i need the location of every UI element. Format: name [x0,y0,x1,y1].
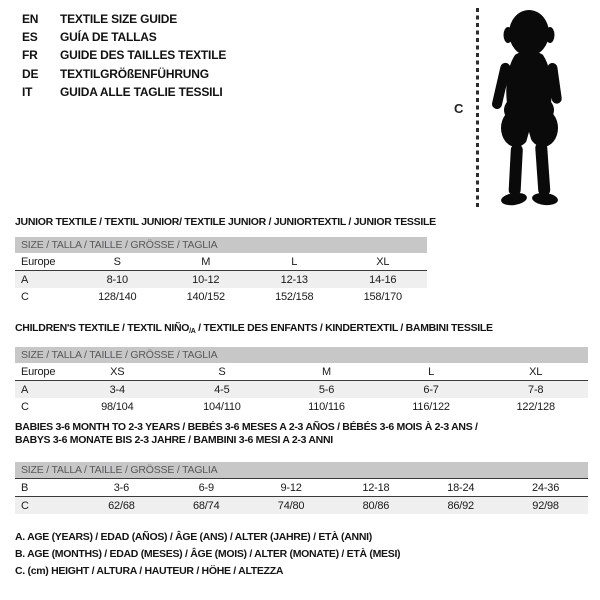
language-code: EN [22,12,39,26]
language-code: DE [22,66,39,81]
cell: 12-18 [333,479,418,497]
cell: 6-7 [379,381,484,399]
cell: 122/128 [516,400,555,413]
size-header-bar: SIZE / TALLA / TAILLE / GRÖSSE / TAGLIA [15,462,588,479]
size-column: S [170,363,275,381]
junior-table [15,253,427,305]
cell: 12-13 [250,271,339,289]
cell: 158/170 [363,290,402,303]
babies-size-table [15,462,588,514]
size-column: XL [339,253,428,271]
row-label: C [21,290,29,303]
cell: 10-12 [162,271,251,289]
table-row [15,288,427,305]
size-column: XL [483,363,588,381]
size-column: S [73,253,162,271]
table-row [15,398,588,415]
size-column: L [250,253,339,271]
babies-table [15,479,588,514]
cell: 9-12 [249,479,334,497]
cell: 18-24 [418,479,503,497]
measure-c-label: C [454,101,464,116]
size-column: M [274,363,379,381]
cell: 5-6 [274,381,379,399]
cell: 3-4 [65,381,170,399]
table-row [15,381,588,399]
language-label: TEXTILE SIZE GUIDE [60,12,178,26]
table-row [15,271,427,289]
legend-line-c: C. (cm) HEIGHT / ALTURA / HAUTEUR / HÖHE / ALTEZZA [15,565,284,577]
row-label: C [21,400,29,413]
cell: 152/158 [275,290,314,303]
cell: 62/68 [79,497,164,515]
cell: 24-36 [503,479,588,497]
row-label: C [15,497,79,515]
legend-line-b: B. AGE (MONTHS) / EDAD (MESES) / ÂGE (MOIS) / ALTER (MONATE) / ETÀ (MESI) [15,548,401,560]
table-row [15,479,588,497]
size-header-bar: SIZE / TALLA / TAILLE / GRÖSSE / TAGLIA [15,237,427,253]
table-row [15,497,588,515]
language-code: IT [22,84,33,99]
legend [15,529,400,580]
height-measure-figure [450,5,580,217]
cell: 86/92 [418,497,503,515]
cell: 140/152 [186,290,225,303]
cell: 4-5 [170,381,275,399]
region-label: Europe [15,363,65,381]
children-size-table [15,347,588,415]
title-line: BABYS 3-6 MONATE BIS 2-3 JAHRE / BAMBINI 3-6 MESI A 2-3 ANNI [15,434,333,446]
language-row [22,83,226,101]
language-row [22,46,226,64]
height-dashed-line [476,8,479,207]
region-label: Europe [15,253,73,271]
cell: 98/104 [101,400,134,413]
cell: 104/110 [203,400,241,413]
table-column-header-row [15,253,427,271]
size-column: L [379,363,484,381]
cell: 7-8 [483,381,588,399]
size-header-bar: SIZE / TALLA / TAILLE / GRÖSSE / TAGLIA [15,347,588,363]
language-label: GUÍA DE TALLAS [60,30,157,45]
cell: 68/74 [164,497,249,515]
title-line: BABIES 3-6 MONTH TO 2-3 YEARS / BEBÉS 3-6 MESES A 2-3 AÑOS / BÉBÉS 3-6 MOIS À 2-3 ANS / [15,421,478,433]
language-label: GUIDE DES TAILLES TEXTILE [60,48,227,63]
language-label: GUIDA ALLE TAGLIE TESSILI [60,84,223,99]
title-part: CHILDREN'S TEXTILE / TEXTIL NIÑO [15,322,190,334]
row-label: B [15,479,79,497]
cell: 80/86 [333,497,418,515]
toddler-silhouette-icon [483,7,575,213]
language-row [22,28,226,46]
language-row [22,65,226,83]
cell: 14-16 [339,271,428,289]
cell: 6-9 [164,479,249,497]
language-code: ES [22,30,38,45]
size-column: M [162,253,251,271]
legend-line-a: A. AGE (YEARS) / EDAD (AÑOS) / ÂGE (ANS) / ALTER (JAHRE) / ETÀ (ANNI) [15,531,372,543]
cell: 128/140 [98,290,137,303]
language-code: FR [22,48,38,63]
babies-section-title [15,421,478,447]
row-label: A [15,271,73,289]
cell: 8-10 [73,271,162,289]
cell: 74/80 [249,497,334,515]
cell: 116/122 [412,400,450,413]
children-section-title [15,322,493,335]
table-column-header-row [15,363,588,381]
title-subscript: /A [189,328,196,335]
children-table [15,363,588,415]
size-column: XS [65,363,170,381]
junior-size-table [15,237,427,305]
row-label: A [15,381,65,399]
cell: 3-6 [79,479,164,497]
language-label: TEXTILGRÖßENFÜHRUNG [60,66,209,81]
title-part: / TEXTILE DES ENFANTS / KINDERTEXTIL / BAMBINI TESSILE [195,322,493,334]
cell: 92/98 [503,497,588,515]
cell: 110/116 [308,400,345,413]
language-row [22,10,226,28]
junior-section-title: JUNIOR TEXTILE / TEXTIL JUNIOR/ TEXTILE JUNIOR / JUNIORTEXTIL / JUNIOR TESSILE [15,216,436,228]
language-list [22,10,226,101]
